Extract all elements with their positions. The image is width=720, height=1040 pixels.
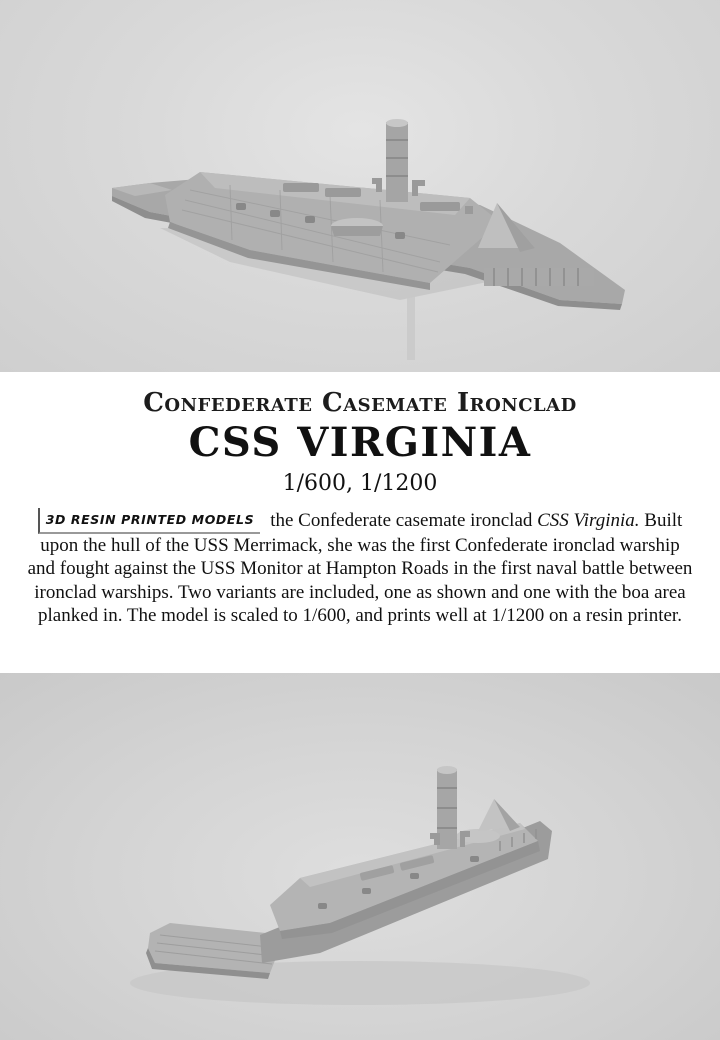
brand-logo: 3D RESIN PRINTED MODELS <box>38 508 261 534</box>
ship-title: CSS VIRGINIA <box>188 419 532 466</box>
description-body: Built upon the hull of the USS Merrimack, she was the first Confederate ironclad warship and fought against the USS Monitor at Hampton Roads in the first naval battle between ironclad warships. Two variants are included, one as shown and one with the boa area planked in. The model is scaled to 1/600, and prints well at 1/1200 on a resin printer. <box>27 510 693 626</box>
description-panel <box>0 372 720 673</box>
ship-model-top-image <box>0 0 720 372</box>
ship-render-top <box>0 0 720 372</box>
ship-class-subtitle: Confederate Casemate Ironclad <box>143 388 577 418</box>
model-description <box>26 508 694 628</box>
scale-options: 1/600, 1/1200 <box>282 471 438 496</box>
ship-render-bottom <box>0 673 720 1040</box>
ship-model-bottom-image <box>0 673 720 1040</box>
ship-name-italic: CSS Virginia. <box>537 510 640 531</box>
description-intro: the Confederate casemate ironclad <box>270 510 538 531</box>
